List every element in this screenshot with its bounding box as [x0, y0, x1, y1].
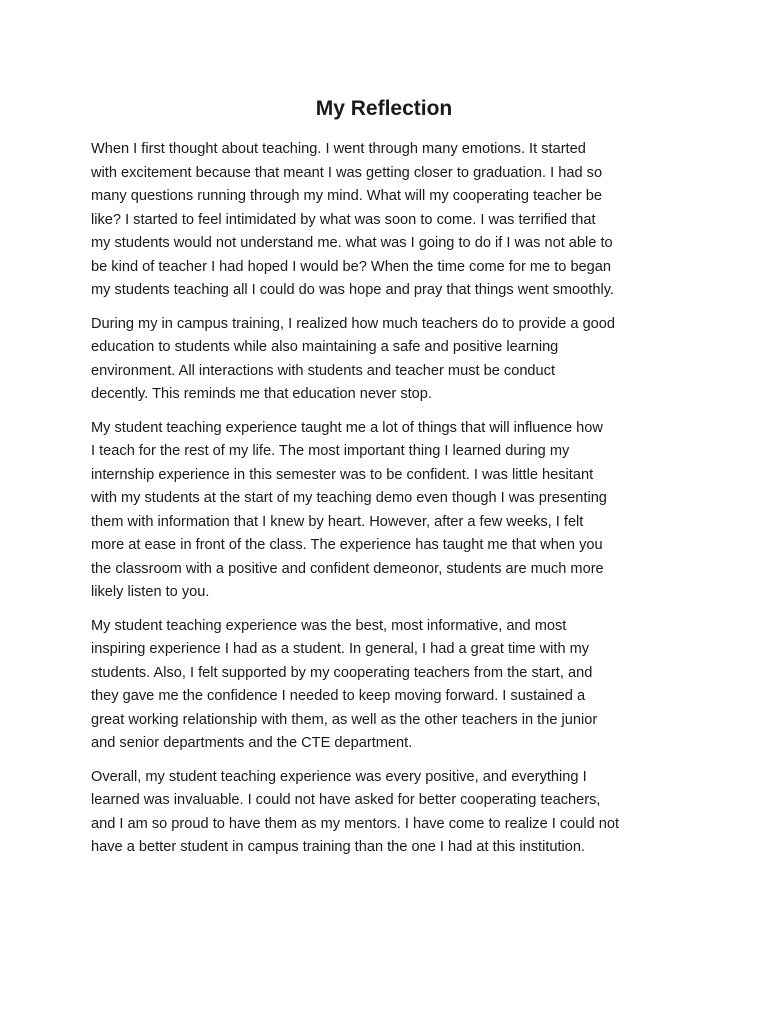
- text-line: I teach for the rest of my life. The most important thing I learned during my: [91, 443, 570, 459]
- text-line: education to students while also maintaining a safe and positive learning: [91, 339, 559, 355]
- text-line: have a better student in campus training than the one I had at this institution.: [91, 839, 586, 855]
- text-line: them with information that I knew by heart. However, after a few weeks, I felt: [91, 513, 584, 530]
- text-line: During my in campus training, I realized how much teachers do to provide a good: [91, 315, 616, 332]
- paragraph-1: [91, 138, 679, 303]
- text-line: my students would not understand me. what was I going to do if I was not able to: [91, 235, 613, 251]
- document-body: [91, 138, 679, 870]
- text-line: When I first thought about teaching. I went through many emotions. It started: [91, 141, 586, 157]
- text-line: more at ease in front of the class. The experience has taught me that when you: [91, 537, 603, 553]
- text-line: students. Also, I felt supported by my cooperating teachers from the start, and: [91, 664, 593, 681]
- text-line: my students teaching all I could do was hope and pray that things went smoothly.: [91, 282, 614, 298]
- text-line: they gave me the confidence I needed to keep moving forward. I sustained a: [91, 688, 586, 704]
- text-line: My student teaching experience was the best, most informative, and most: [91, 617, 567, 634]
- text-line: with excitement because that meant I was getting closer to graduation. I had so: [91, 164, 603, 181]
- text-line: and I am so proud to have them as my mentors. I have come to realize I could not: [91, 815, 620, 832]
- paragraph-5: [91, 766, 679, 860]
- text-line: internship experience in this semester was to be confident. I was little hesitant: [91, 466, 594, 483]
- text-line: be kind of teacher I had hoped I would be? When the time come for me to began: [91, 258, 612, 275]
- text-line: Overall, my student teaching experience was every positive, and everything I: [91, 768, 587, 785]
- document-title: My Reflection: [315, 97, 453, 120]
- text-line: likely listen to you.: [91, 584, 210, 600]
- text-line: with my students at the start of my teaching demo even though I was presenting: [91, 490, 607, 506]
- text-line: inspiring experience I had as a student. In general, I had a great time with my: [91, 641, 590, 657]
- text-line: learned was invaluable. I could not have asked for better cooperating teachers,: [91, 792, 601, 808]
- paragraph-4: [91, 615, 679, 756]
- paragraph-3: [91, 417, 679, 605]
- text-line: and senior departments and the CTE department.: [91, 735, 413, 751]
- text-line: great working relationship with them, as well as the other teachers in the junior: [91, 711, 598, 728]
- text-line: the classroom with a positive and confident demeonor, students are much more: [91, 560, 604, 577]
- paragraph-2: [91, 313, 679, 407]
- text-line: like? I started to feel intimidated by what was soon to come. I was terrified that: [91, 211, 596, 228]
- text-line: many questions running through my mind. What will my cooperating teacher be: [91, 188, 603, 204]
- text-line: My student teaching experience taught me a lot of things that will influence how: [91, 419, 603, 436]
- text-line: decently. This reminds me that education never stop.: [91, 386, 432, 402]
- text-line: environment. All interactions with students and teacher must be conduct: [91, 362, 556, 379]
